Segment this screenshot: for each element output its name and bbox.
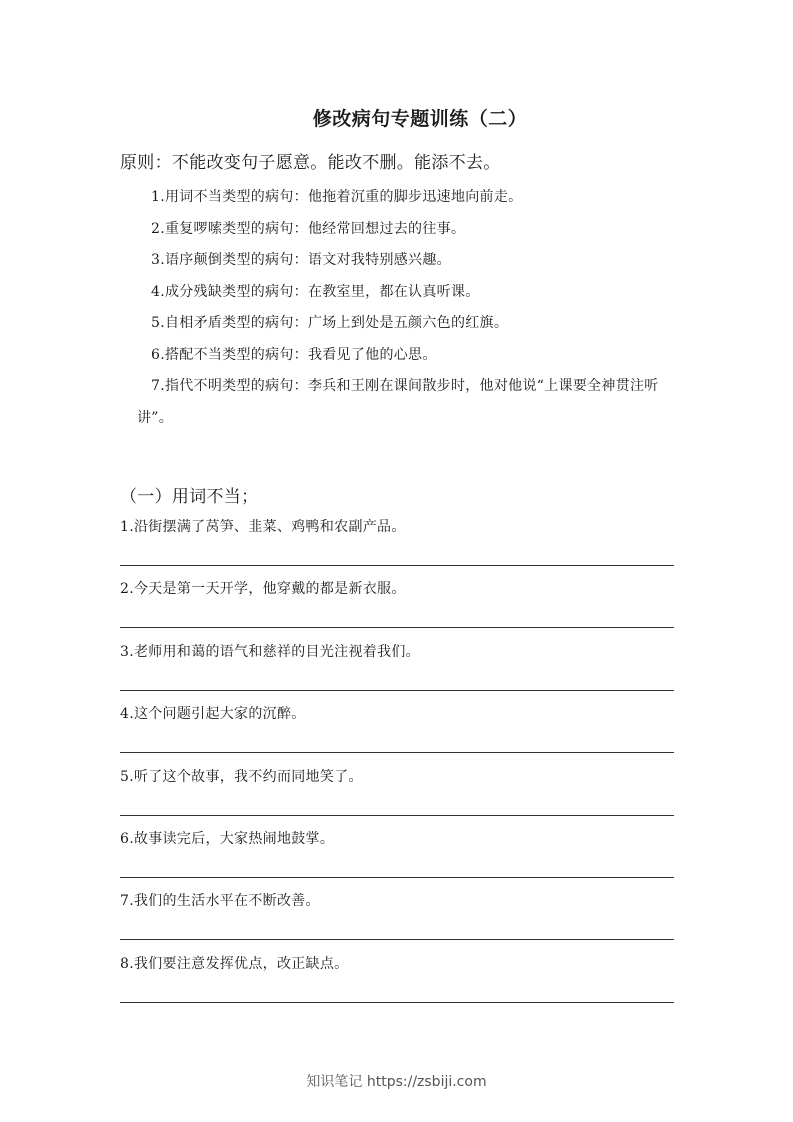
section-heading: （一）用词不当； bbox=[120, 487, 259, 507]
error-type-item: 1.用词不当类型的病句：他拖着沉重的脚步迅速地向前走。 bbox=[151, 189, 523, 205]
exercise-item bbox=[120, 890, 674, 952]
exercise-sentence: 4.这个问题引起大家的沉醉。 bbox=[120, 706, 306, 723]
principle-line: 原则：不能改变句子愿意。能改不删。能添不去。 bbox=[120, 153, 501, 173]
error-type-item: 6.搭配不当类型的病句：我看见了他的心思。 bbox=[151, 346, 437, 363]
exercise-sentence: 6.故事读完后，大家热闹地鼓掌。 bbox=[120, 830, 335, 847]
exercise-sentence: 8.我们要注意发挥优点，改正缺点。 bbox=[120, 955, 349, 972]
exercise-item bbox=[120, 516, 674, 578]
answer-line[interactable] bbox=[120, 939, 674, 940]
answer-line[interactable] bbox=[120, 877, 674, 878]
answer-line[interactable] bbox=[120, 815, 674, 816]
exercise-item bbox=[120, 766, 674, 828]
exercise-item bbox=[120, 703, 674, 765]
page-title: 修改病句专题训练（二） bbox=[312, 108, 528, 130]
answer-line[interactable] bbox=[120, 627, 674, 628]
exercise-sentence: 3.老师用和蔼的语气和慈祥的目光注视着我们。 bbox=[120, 643, 420, 660]
exercise-item bbox=[120, 641, 674, 703]
answer-line[interactable] bbox=[120, 690, 674, 691]
answer-line[interactable] bbox=[120, 752, 674, 753]
error-type-item: 5.自相矛盾类型的病句：广场上到处是五颜六色的红旗。 bbox=[151, 315, 509, 331]
exercise-item bbox=[120, 578, 674, 640]
exercise-sentence: 2.今天是第一天开学，他穿戴的都是新衣服。 bbox=[120, 581, 406, 598]
error-type-item: 4.成分残缺类型的病句：在教室里，都在认真听课。 bbox=[151, 283, 480, 300]
answer-line[interactable] bbox=[120, 565, 674, 566]
exercise-item bbox=[120, 953, 674, 1015]
exercise-sentence: 7.我们的生活水平在不断改善。 bbox=[120, 893, 320, 910]
answer-line[interactable] bbox=[120, 1002, 674, 1003]
exercise-sentence: 5.听了这个故事，我不约而同地笑了。 bbox=[120, 768, 363, 785]
exercise-list bbox=[120, 516, 674, 1015]
exercise-sentence: 1.沿街摆满了莴笋、韭菜、鸡鸭和农副产品。 bbox=[120, 519, 406, 535]
error-type-item: 2.重复啰嗦类型的病句：他经常回想过去的往事。 bbox=[151, 220, 466, 237]
exercise-item bbox=[120, 828, 674, 890]
footer-watermark: 知识笔记 https://zsbiji.com bbox=[306, 1074, 487, 1090]
error-type-item: 3.语序颠倒类型的病句：语文对我特别感兴趣。 bbox=[151, 252, 451, 268]
error-type-list bbox=[137, 182, 677, 434]
error-type-item: 7.指代不明类型的病句：李兵和王刚在课间散步时，他对他说“上课要全神贯注听讲”。 bbox=[137, 378, 659, 426]
